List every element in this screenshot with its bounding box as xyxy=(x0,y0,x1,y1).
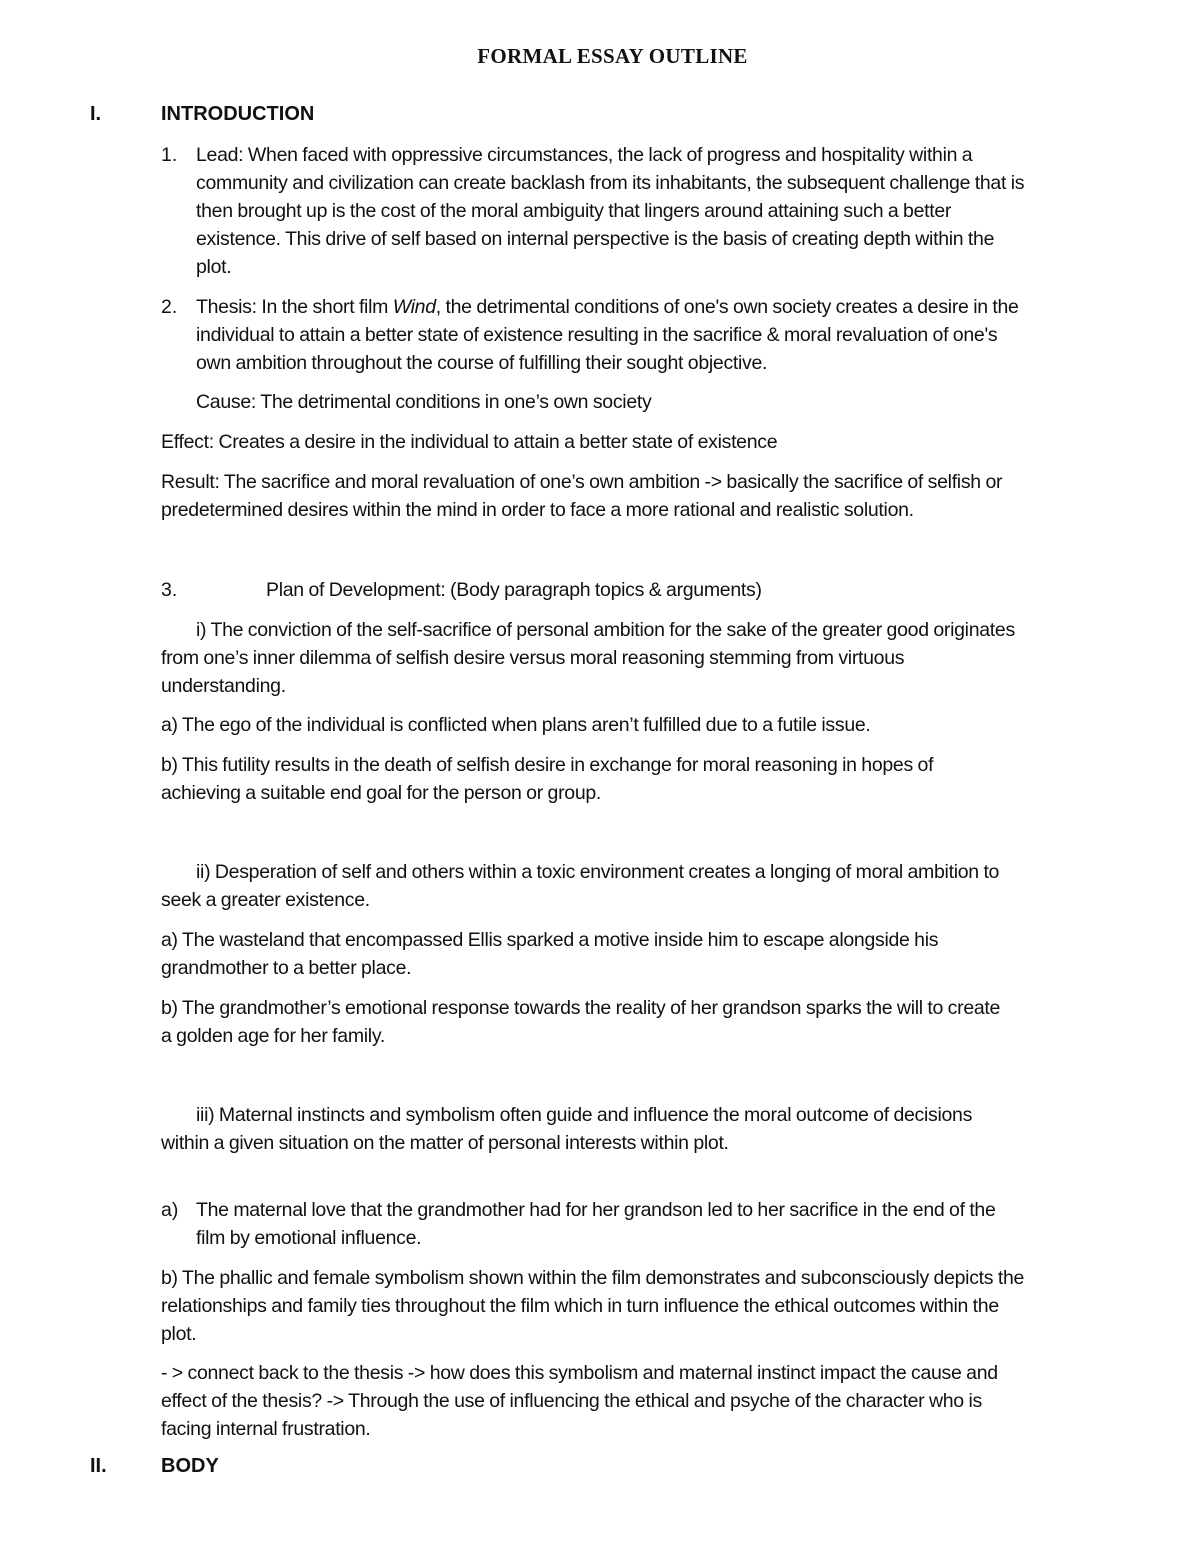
point-ii-main: ii) Desperation of self and others within a toxic environment creates a longing of moral ambition to seek a greater existence. xyxy=(161,861,1000,911)
lead-paragraph: Lead: When faced with oppressive circumstances, the lack of progress and hospitality within a community and civilization can create backlash from its inhabitants, the subsequent challenge that is then brought up is the cost of the moral ambiguity that lingers around attaining such a better existence. This drive of self based on internal perspective is the basis of creating depth within the plot. xyxy=(196,144,1025,278)
point-iii-sub-a: The maternal love that the grandmother had for her grandson led to her sacrifice in the end of the film by emotional influence. xyxy=(196,1199,996,1249)
point-ii-sub-a: a) The wasteland that encompassed Ellis sparked a motive inside him to escape alongside his grandmother to a better place. xyxy=(161,929,939,979)
item-number-1: 1. xyxy=(161,144,178,166)
section-heading-body: BODY xyxy=(161,1455,219,1477)
thesis-connection-note: - > connect back to the thesis -> how does this symbolism and maternal instinct impact the cause and effect of the thesis? -> Through the use of influencing the ethical and psyche of the character who is facing internal frustration. xyxy=(161,1362,998,1440)
point-i-sub-a: a) The ego of the individual is conflicted when plans aren’t fulfilled due to a futile issue. xyxy=(161,714,871,736)
thesis-text-end: , the detrimental conditions of one's own society creates a desire in the individual to attain a better state of existence resulting in the sacrifice & moral revaluation of one's own ambition throughout the course of fulfilling their sought objective. xyxy=(196,296,1019,374)
point-i-sub-b: b) This futility results in the death of selfish desire in exchange for moral reasoning in hopes of achieving a suitable end goal for the person or group. xyxy=(161,754,934,804)
page-title: FORMAL ESSAY OUTLINE xyxy=(477,44,748,68)
film-title: Wind xyxy=(392,296,436,318)
section-number-intro: I. xyxy=(90,103,102,125)
thesis-text-start: Thesis: In the short film xyxy=(196,296,393,318)
effect-line: Effect: Creates a desire in the individual to attain a better state of existence xyxy=(161,431,778,453)
result-paragraph: Result: The sacrifice and moral revaluation of one’s own ambition -> basically the sacrifice of selfish or predetermined desires within the mind in order to face a more rational and realistic solution. xyxy=(161,471,1003,521)
point-iii-sub-b: b) The phallic and female symbolism shown within the film demonstrates and subconsciously depicts the relationships and family ties throughout the film which in turn influence the ethical outcomes within the plot. xyxy=(161,1267,1025,1345)
item-number-2: 2. xyxy=(161,296,178,318)
point-iii-main: iii) Maternal instincts and symbolism often guide and influence the moral outcome of decisions within a given situation on the matter of personal interests within plot. xyxy=(161,1104,973,1154)
section-number-body: II. xyxy=(90,1455,107,1477)
cause-line: Cause: The detrimental conditions in one’s own society xyxy=(196,391,652,413)
point-i-main: i) The conviction of the self-sacrifice of personal ambition for the sake of the greater good originates from one’s inner dilemma of selfish desire versus moral reasoning stemming from virtuous understanding. xyxy=(161,619,1015,697)
plan-of-development: Plan of Development: (Body paragraph topics & arguments) xyxy=(266,579,762,601)
section-heading-intro: INTRODUCTION xyxy=(161,103,315,125)
point-iii-sub-a-label: a) xyxy=(161,1199,179,1221)
point-ii-sub-b: b) The grandmother’s emotional response towards the reality of her grandson sparks the will to create a golden age for her family. xyxy=(161,997,1001,1047)
item-number-3: 3. xyxy=(161,579,178,601)
thesis-paragraph xyxy=(196,293,1031,377)
